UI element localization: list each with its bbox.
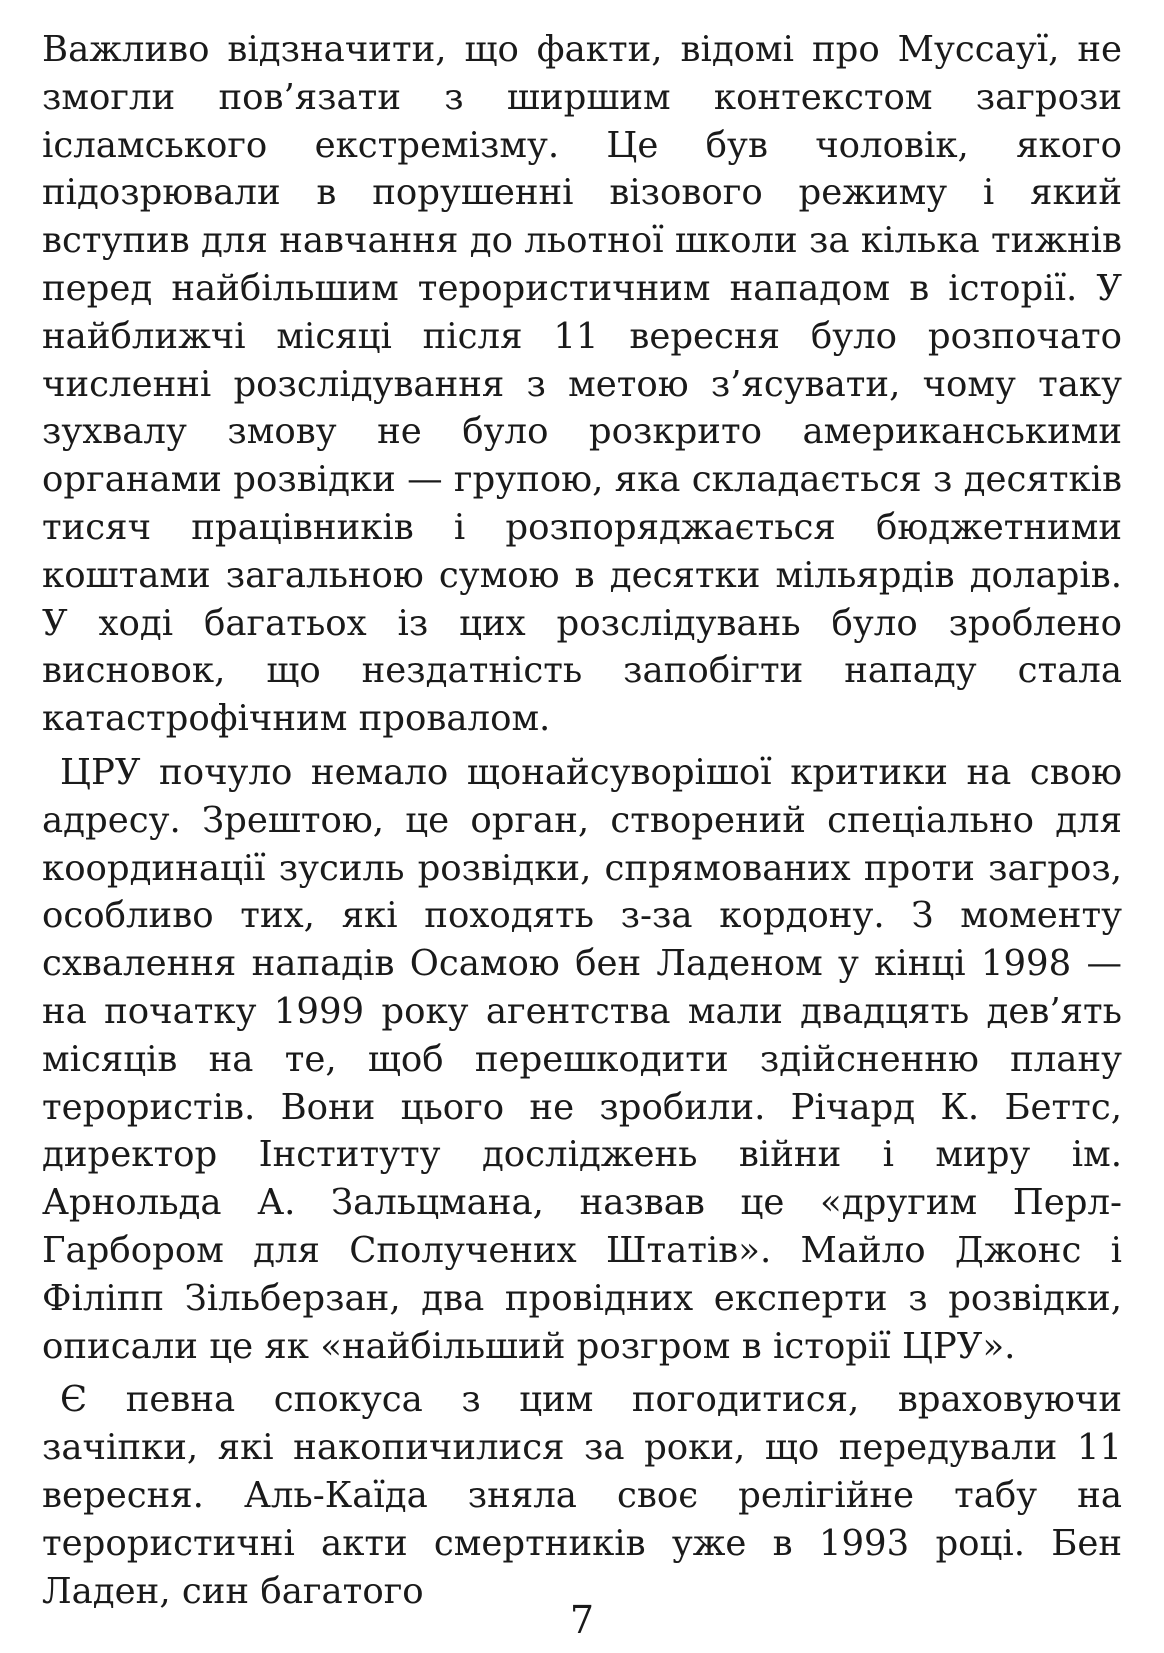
paragraph-2: ЦРУ почуло немало щонайсуворішої критики на свою адресу. Зрештою, це орган, створений спеціально для координації зусиль розвідки, спрямованих проти загроз, особливо тих, які походять з-за кордону. З моменту схвалення нападів Осамою бен Ладеном у кінці 1998 — на початку 1999 року агентства мали двадцять дев’ять місяців на те, щоб перешкодити здійсненню плану терористів. Вони цього не зробили. Річард К. Беттс, директор Інституту досліджень війни і миру ім. Арнольда А. Зальцмана, назвав це «другим Перл-Гарбором для Сполучених Штатів». Майло Джонс і Філіпп Зільберзан, два провідних експерти з розвідки, описали це як «найбільший розгром в історії ЦРУ». — [42, 751, 1122, 1367]
paragraph-3: Є певна спокуса з цим погодитися, враховуючи зачіпки, які накопичилися за роки, що передували 11 вересня. Аль-Каїда зняла своє релігійне табу на терористичні акти смертників уже в 1993 році. Бен Ладен, син багатого — [42, 1379, 1122, 1612]
paragraph-1: Важливо відзначити, що факти, відомі про Муссауї, не змогли пов’язати з ширшим контекстом загрози ісламського екстремізму. Це був чоловік, якого підозрювали в порушенні візового режиму і який вступив для навчання до льотної школи за кілька тижнів перед найбільшим терористичним нападом в історії. У найближчі місяці після 11 вересня було розпочато численні розслідування з метою з’ясувати, чому таку зухвалу змову не було розкрито американськими органами розвідки — групою, яка складається з десятків тисяч працівників і розпоряджається бюджетними коштами загальною сумою в десятки мільярдів доларів. У ході багатьох із цих розслідувань було зроблено висновок, що нездатність запобігти нападу стала катастрофічним провалом. — [42, 29, 1122, 740]
page-body — [42, 26, 1122, 1615]
page-number: 7 — [569, 1598, 595, 1642]
